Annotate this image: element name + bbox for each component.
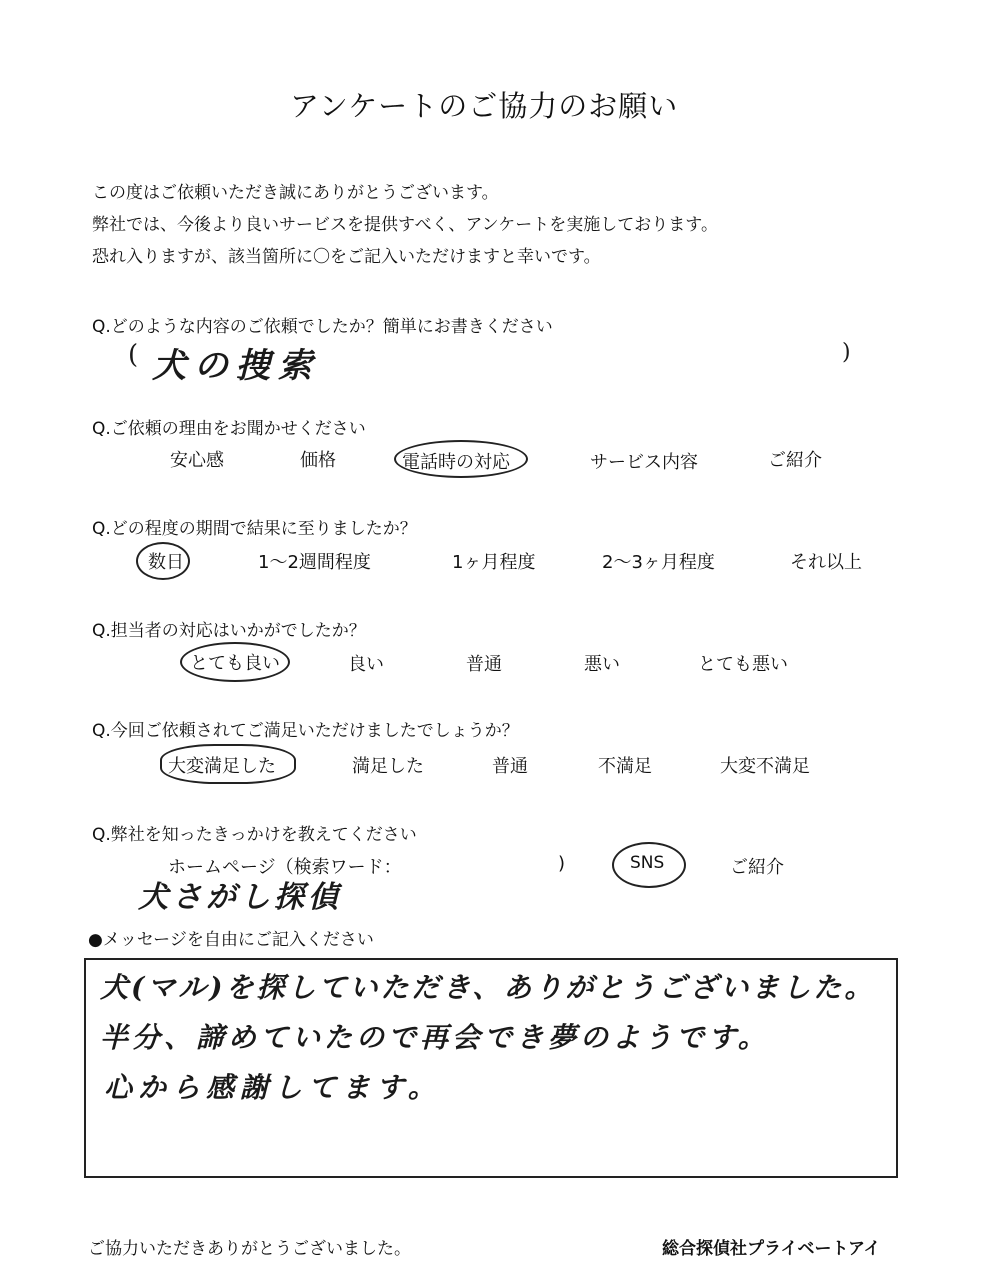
option-reason-relief[interactable]: 安心感 [170, 450, 224, 471]
answer-paren-open: ( [128, 340, 139, 370]
homepage-paren-close: ) [558, 853, 566, 874]
option-found-sns[interactable]: SNS [630, 853, 665, 873]
selection-circle-found [612, 842, 686, 888]
message-line-3: 心から感謝してます。 [104, 1071, 442, 1104]
selection-circle-staff [180, 642, 290, 682]
option-duration-months[interactable]: 2～3ヶ月程度 [602, 552, 715, 573]
selection-circle-duration [136, 542, 190, 580]
option-satisfaction-unsatisfied[interactable]: 不満足 [598, 756, 652, 777]
question-request-content: Q.どのような内容のご依頼でしたか？簡単にお書きください [92, 317, 553, 337]
option-duration-weeks[interactable]: 1～2週間程度 [258, 552, 371, 573]
option-satisfaction-very-satisfied[interactable]: 大変満足した [168, 756, 276, 777]
option-found-homepage[interactable]: ホームページ（検索ワード： [168, 857, 402, 878]
question-duration: Q.どの程度の期間で結果に至りましたか？ [92, 519, 417, 539]
question-satisfaction: Q.今回ご依頼されてご満足いただけましたでしょうか？ [92, 721, 519, 741]
selection-circle-satisfaction [160, 744, 296, 784]
option-satisfaction-average[interactable]: 普通 [492, 756, 528, 777]
question-reason: Q.ご依頼の理由をお聞かせください [92, 419, 366, 439]
intro-line-2: 弊社では、今後より良いサービスを提供すべく、アンケートを実施しております。 [92, 215, 718, 235]
message-line-1: 犬(マル)を探していただき、ありがとうございました。 [100, 971, 876, 1004]
message-line-2: 半分、諦めていたので再会でき夢のようです。 [100, 1021, 770, 1054]
intro-line-3: 恐れ入りますが、該当箇所に〇をご記入いただけますと幸いです。 [92, 247, 601, 267]
question-how-found: Q.弊社を知ったきっかけを教えてください [92, 825, 417, 845]
option-staff-average[interactable]: 普通 [466, 654, 502, 675]
answer-request-content[interactable]: 犬の捜索 [152, 346, 320, 386]
option-reason-service[interactable]: サービス内容 [590, 452, 698, 473]
option-reason-referral[interactable]: ご紹介 [768, 450, 822, 471]
selection-circle-reason [394, 440, 528, 478]
option-staff-bad[interactable]: 悪い [584, 654, 620, 675]
option-found-referral[interactable]: ご紹介 [730, 857, 784, 878]
question-staff-response: Q.担当者の対応はいかがでしたか？ [92, 621, 366, 641]
option-duration-days[interactable]: 数日 [148, 552, 184, 573]
footer-thanks: ご協力いただきありがとうございました。 [88, 1239, 411, 1259]
option-reason-price[interactable]: 価格 [300, 450, 336, 471]
option-staff-very-good[interactable]: とても良い [190, 653, 280, 674]
option-satisfaction-satisfied[interactable]: 満足した [352, 756, 424, 777]
page-title: アンケートのご協力のお願い [290, 89, 679, 123]
option-satisfaction-very-unsatisfied[interactable]: 大変不満足 [720, 756, 810, 777]
footer-company-name: 総合探偵社プライベートアイ [662, 1239, 881, 1259]
option-staff-very-bad[interactable]: とても悪い [698, 654, 788, 675]
intro-line-1: この度はご依頼いただき誠にありがとうございます。 [92, 183, 499, 203]
option-reason-phone-response[interactable]: 電話時の対応 [402, 452, 510, 473]
search-word-answer[interactable]: 犬さがし探偵 [138, 880, 342, 915]
option-duration-month[interactable]: 1ヶ月程度 [452, 552, 536, 573]
answer-paren-close: ) [842, 340, 851, 365]
option-staff-good[interactable]: 良い [348, 654, 384, 675]
option-duration-longer[interactable]: それ以上 [790, 552, 862, 573]
message-label: ●メッセージを自由にご記入ください [88, 930, 374, 950]
